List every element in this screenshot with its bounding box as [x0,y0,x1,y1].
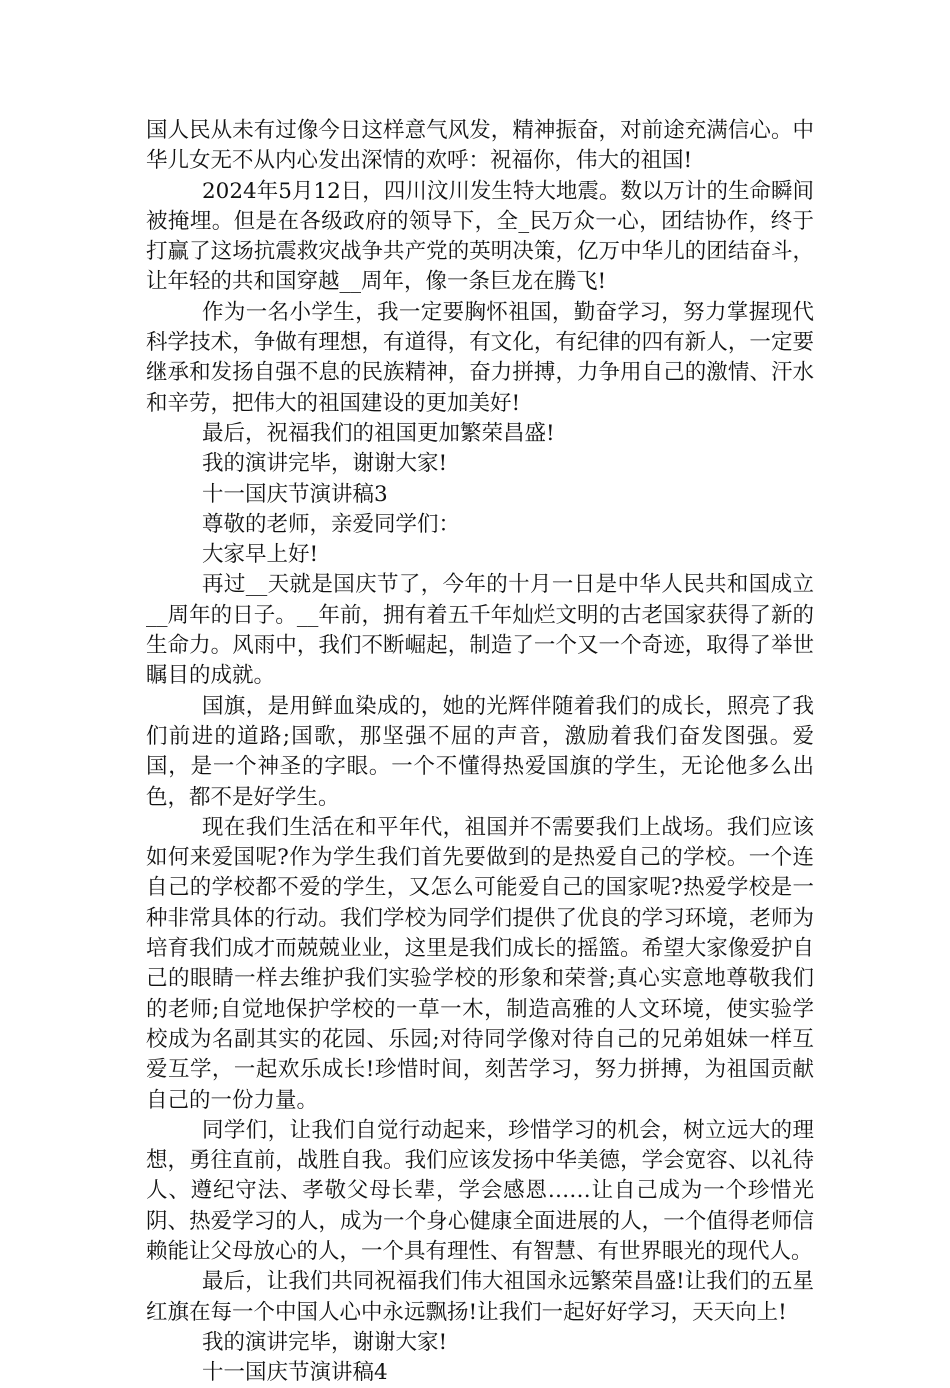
paragraph-final-wish: 最后，让我们共同祝福我们伟大祖国永远繁荣昌盛!让我们的五星红旗在每一个中国人心中永远飘扬!让我们一起好好学习，天天向上! [146,1269,814,1325]
document-body [146,116,814,1388]
section-heading-4: 十一国庆节演讲稿4 [202,1360,388,1386]
paragraph-closing-wish: 最后，祝福我们的祖国更加繁荣昌盛! [202,420,555,446]
section-heading-3: 十一国庆节演讲稿3 [202,481,388,507]
paragraph-continued: 国人民从未有过像今日这样意气风发，精神振奋，对前途充满信心。中华儿女无不从内心发出深情的欢呼：祝福你，伟大的祖国! [146,118,814,174]
paragraph-student-pledge: 作为一名小学生，我一定要胸怀祖国，勤奋学习，努力掌握现代科学技术，争做有理想，有道得，有文化，有纪律的四有新人，一定要继承和发扬自强不息的民族精神，奋力拼搏，力争用自己的激情、汗水和辛劳，把伟大的祖国建设的更加美好! [146,299,814,416]
paragraph-love-school: 现在我们生活在和平年代，祖国并不需要我们上战场。我们应该如何来爱国呢?作为学生我们首先要做到的是热爱自己的学校。一个连自己的学校都不爱的学生，又怎么可能爱自己的国家呢?热爱学校是一种非常具体的行动。我们学校为同学们提供了优良的学习环境，老师为培育我们成才而兢兢业业，这里是我们成长的摇篮。希望大家像爱护自己的眼睛一样去维护我们实验学校的形象和荣誉;真心实意地尊敬我们的老师;自觉地保护学校的一草一木，制造高雅的人文环境，使实验学校成为名副其实的花园、乐园;对待同学像对待自己的兄弟姐妹一样互爱互学，一起欢乐成长!珍惜时间，刻苦学习，努力拼搏，为祖国贡献自己的一份力量。 [146,814,814,1113]
paragraph-thanks-2: 我的演讲完毕，谢谢大家! [202,1329,448,1355]
salutation: 尊敬的老师，亲爱同学们： [202,511,461,537]
greeting: 大家早上好! [202,542,319,568]
paragraph-flag-anthem: 国旗，是用鲜血染成的，她的光辉伴随着我们的成长，照亮了我们前进的道路;国歌，那坚强不屈的声音，激励着我们奋发图强。爱国，是一个神圣的字眼。一个不懂得热爱国旗的学生，无论他多么出色，都不是好学生。 [146,693,814,810]
paragraph-call-to-action: 同学们，让我们自觉行动起来，珍惜学习的机会，树立远大的理想，勇往直前，战胜自我。我们应该发扬中华美德，学会宽容、以礼待人、遵纪守法、孝敬父母长辈，学会感恩……让自己成为一个珍惜光阴、热爱学习的人，成为一个身心健康全面进展的人，一个值得老师信赖能让父母放心的人，一个具有理性、有智慧、有世界眼光的现代人。 [146,1117,814,1264]
paragraph-national-day: 再过__天就是国庆节了，今年的十月一日是中华人民共和国成立__周年的日子。__年前，拥有着五千年灿烂文明的古老国家获得了新的生命力。风雨中，我们不断崛起，制造了一个又一个奇迹，取得了举世瞩目的成就。 [146,572,814,689]
paragraph-earthquake: 2024年5月12日，四川汶川发生特大地震。数以万计的生命瞬间被掩埋。但是在各级政府的领导下，全_民万众一心，团结协作，终于打赢了这场抗震救灾战争共产党的英明决策，亿万中华儿的团结奋斗，让年轻的共和国穿越__周年，像一条巨龙在腾飞! [146,178,814,295]
paragraph-thanks: 我的演讲完毕，谢谢大家! [202,451,448,477]
